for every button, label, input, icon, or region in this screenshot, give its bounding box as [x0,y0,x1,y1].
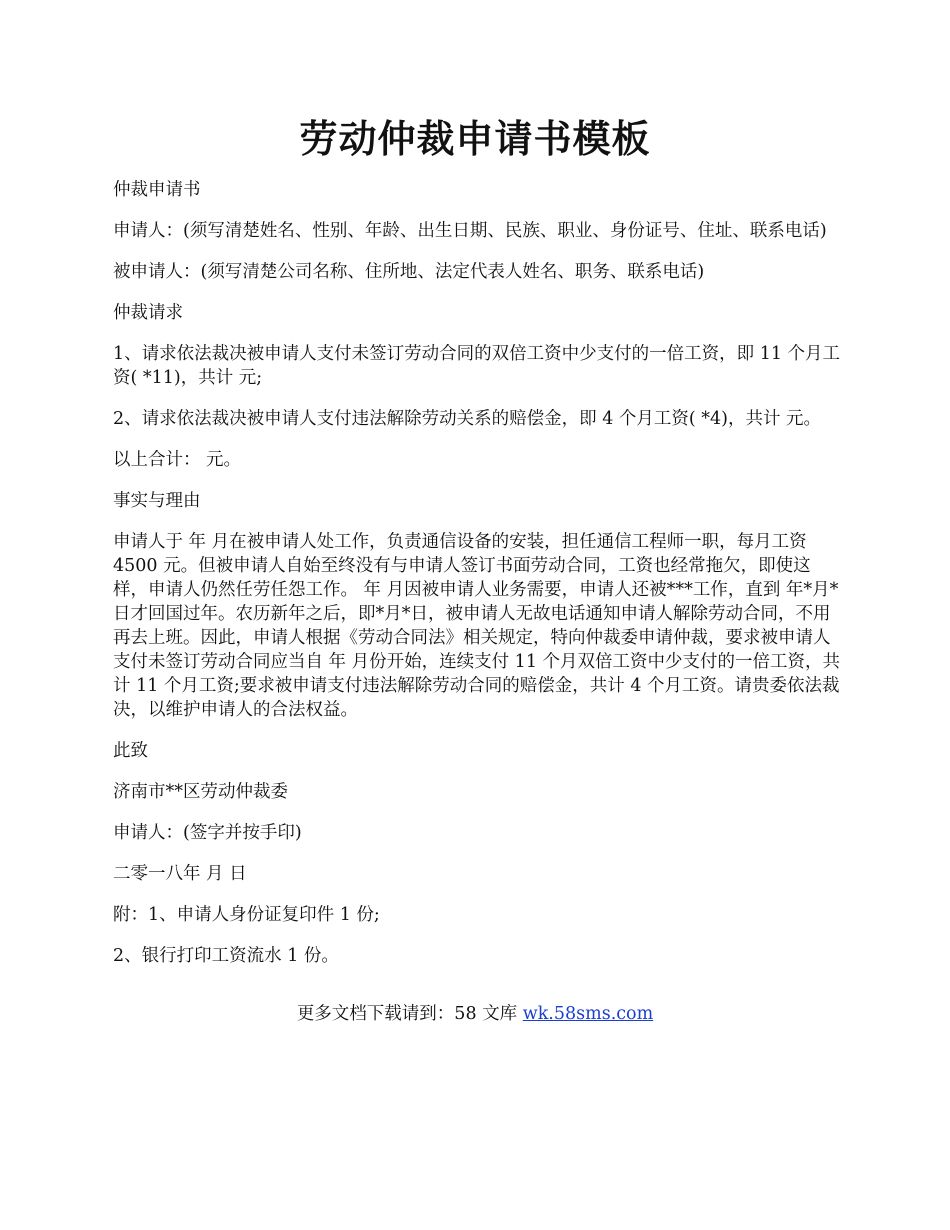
facts-paragraph: 申请人于 年 月在被申请人处工作，负责通信设备的安装，担任通信工程师一职，每月工资 4500 元。但被申请人自始至终没有与申请人签订书面劳动合同，工资也经常拖欠，即使这样，申请人仍然任劳任怨工作。 年 月因被申请人业务需要，申请人还被***工作，直到 年*月*日才回国过年。农历新年之后，即*月*日，被申请人无故电话通知申请人解除劳动合同，不用再去上班。因此，申请人根据《劳动合同法》相关规定，特向仲裁委申请仲裁，要求被申请人支付未签订劳动合同应当自 年 月份开始，连续支付 11 个月双倍工资中少支付的一倍工资，共计 11 个月工资;要求被申请支付违法解除劳动合同的赔偿金，共计 4 个月工资。请贵委依法裁决，以维护申请人的合法权益。 [113,532,841,720]
document-body [113,178,843,985]
page-title: 劳动仲裁申请书模板 [299,117,651,161]
closing-salutation: 此致 [113,741,148,761]
applicant-info: 申请人：(须写清楚姓名、性别、年龄、出生日期、民族、职业、身份证号、住址、联系电话) [113,221,827,241]
heading-facts: 事实与理由 [113,491,201,511]
footer-text: 更多文档下载请到：58 文库 [296,1004,523,1024]
respondent-info: 被申请人：(须写清楚公司名称、住所地、法定代表人姓名、职务、联系电话) [113,262,705,282]
footer-link[interactable]: wk.58sms.com [522,1004,654,1024]
request-item-2: 2、请求依法裁决被申请人支付违法解除劳动关系的赔偿金，即 4 个月工资( *4)，共计 元。 [113,409,822,429]
footer [0,1000,950,1025]
heading-application: 仲裁申请书 [113,180,201,200]
heading-requests: 仲裁请求 [113,303,183,323]
request-item-1: 1、请求依法裁决被申请人支付未签订劳动合同的双倍工资中少支付的一倍工资，即 11 个月工资( *11)，共计 元; [113,344,841,388]
attachment-item-2: 2、银行打印工资流水 1 份。 [113,946,339,966]
date-line: 二零一八年 月 日 [113,864,247,884]
recipient: 济南市**区劳动仲裁委 [113,782,288,802]
signature-line: 申请人：(签字并按手印) [113,823,302,843]
attachment-item-1: 附：1、申请人身份证复印件 1 份; [113,905,380,925]
request-total: 以上合计： 元。 [113,450,242,470]
